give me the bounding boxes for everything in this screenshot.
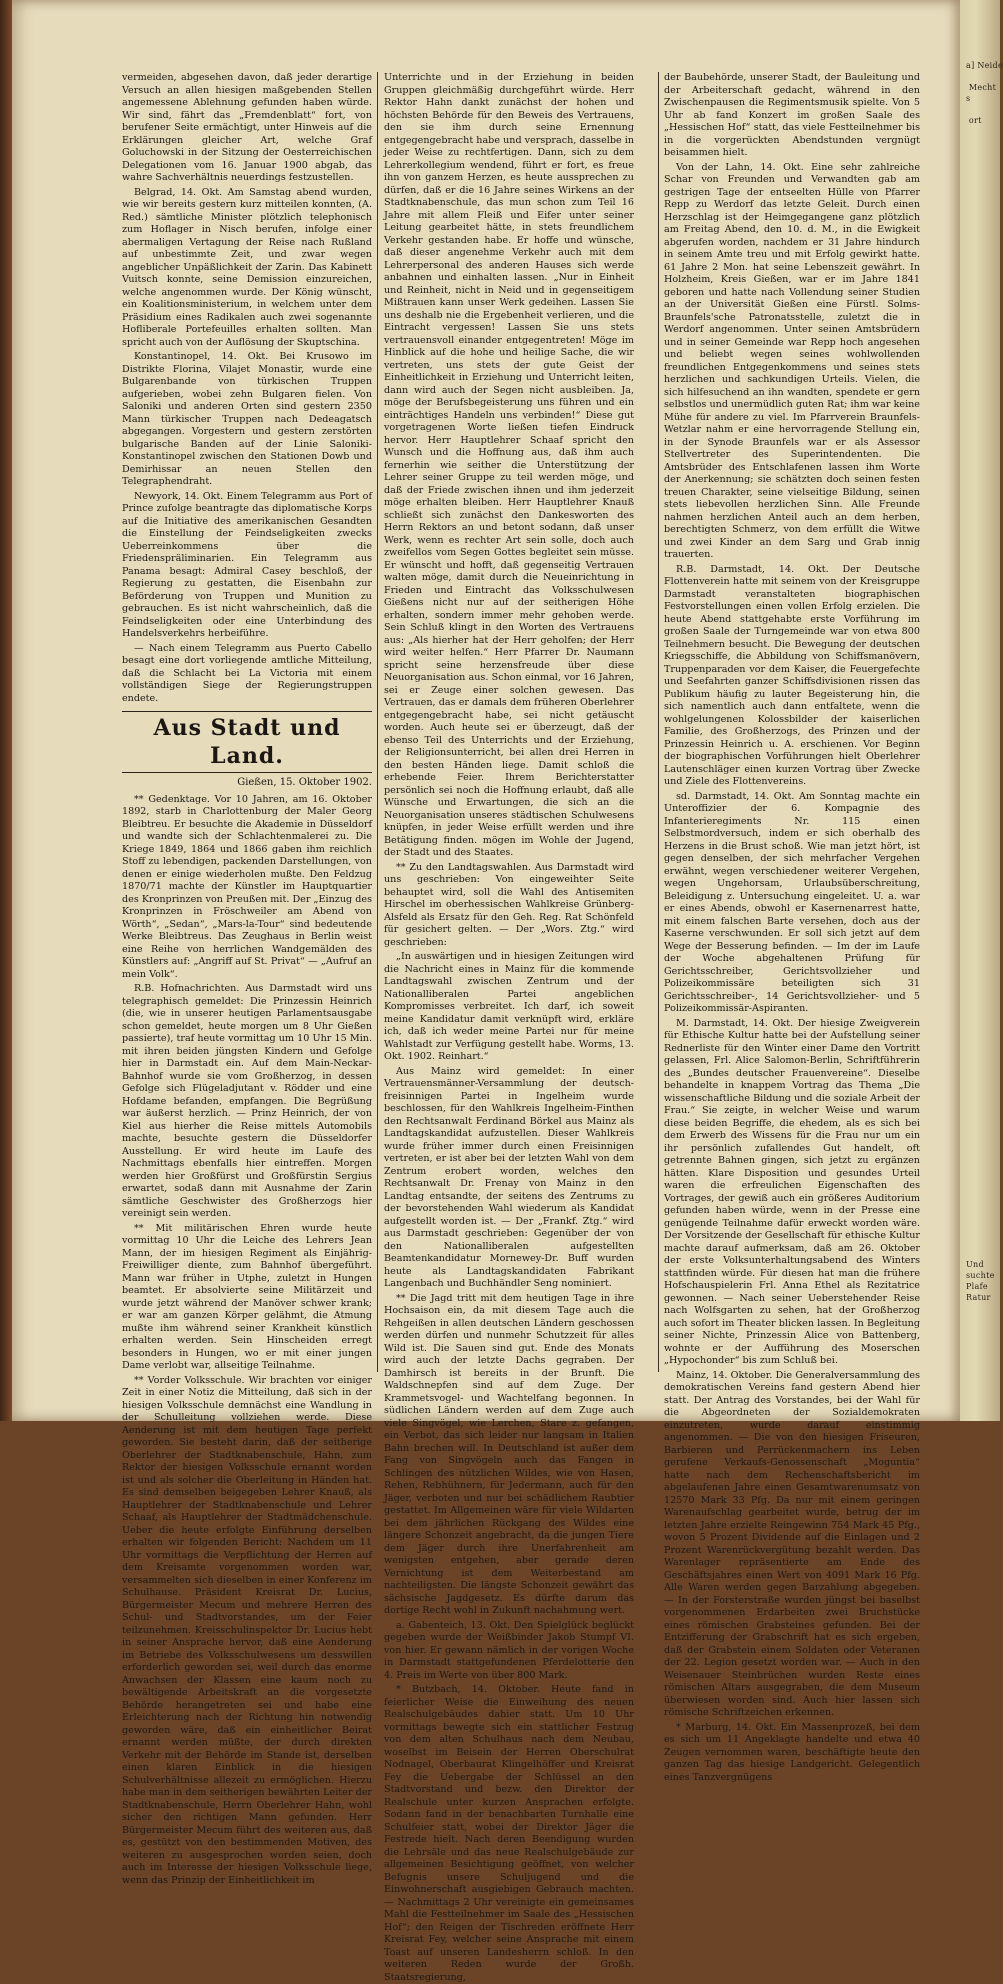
article-unteroffizier: sd. Darmstadt, 14. Okt. Am Sonntag machte ein Unteroffizier der 6. Kompagnie des Infanterieregiments Nr. 115 einen Selbstmordversuch, indem er sich oberhalb des Herzens in die Brust schoß. Wie man jetzt hört, ist gegen denselben, der sich mehrfacher Vergehen erwähnt, wegen verschiedener weiterer Vergehen, wegen Ungehorsam, Urlaubsüberschreitung, Beleidigung z. Untersuchung eingeleitet. U. a. war er eines Abends, obwohl er Kasernenarrest hatte, mit einem falschen Barte versehen, doch aus der Kaserne verschwunden. Er soll sich jetzt auf dem Wege der Besserung befinden. — Im der im Laufe der Woche abgehaltenen Prüfung für Gerichtsschreiber, Gerichtsvollzieher und Polizeikommissäre beteiligten sich 31 Gerichtsschreiber-, 14 Gerichtsvollzieher- und 5 Polizeikommissär-Aspiranten. <box>664 790 920 1014</box>
article-jagd: ** Die Jagd tritt mit dem heutigen Tage in ihre Hochsaison ein, da mit diesem Tage auch die Rehgeißen in allen deutschen Ländern geschossen werden dürfen und nunmehr Schutzzeit für alles Wild ist. Die Sauen sind gut. Ende des Monats wird auch der letzte Dachs gegraben. Der Damhirsch ist bereits in der Brunft. Die Waldschnepfen sind auf dem Zuge. Der Krammetsvogel- und Wachtelfang begonnen. In südlichen Ländern werden auf dem Zuge auch viele Singvögel, wie Lerchen, Stare z. gefangen, ein Verbot, das sich leider nur langsam in Italien Bahn brechen will. In Deutschland ist außer dem Fang von Singvögeln auch das Fangen in Schlingen des nützlichen Wildes, wie von Hasen, Rehen, Rebhühnern, für Jedermann, auch für den Jäger, verboten und nur bei schädlichem Raubtier gestattet. Im Allgemeinen wäre für viele Wildarten bei dem jährlichen Rückgang des Wildes eine längere Schonzeit angebracht, da die jungen Tiere dem Jäger durch ihre Unerfahrenheit am wenigsten entgehen, aber gerade deren Vernichtung ist dem Weiterbestand am nachteiligsten. Die längste Schonzeit gewährt das sächsische Jagdgesetz. Es dürfte darum das dortige Recht wohl in Zukunft nachahmung wert. <box>384 1292 634 1616</box>
section-headline: Aus Stadt und Land. <box>122 711 372 773</box>
article-butzbach-continued: der Baubehörde, unserer Stadt, der Bauleitung und der Arbeiterschaft gedacht, während in den Zwischenpausen die Regimentsmusik spielte. Von 5 Uhr ab fand Konzert im großen Saale des „Hessischen Hof“ statt, das viele Festteilnehmer bis in die vorgerückten Abendstunden vergnügt beisammen hielt. <box>664 72 920 158</box>
article-mainz-generalversammlung: Mainz, 14. Oktober. Die Generalversammlung des demokratischen Vereins fand gestern Abend hier statt. Der Antrag des Vorstandes, bei der Wahl für die Abgeordneten der Sozialdemokraten einzutreten, wurde darauf einstimmig angenommen. — Die von den hiesigen Friseuren, Barbieren und Perrückenmachern ins Leben gerufene Verkaufs-Genossenschaft „Moguntia“ hatte nach dem Rechenschaftsbericht im abgelaufenen Jahre einen Gesamtwarenumsatz von 12570 Mark 33 Pfg. Da nur mit einem geringen Warenaufschlag gearbeitet wurde, betrug der im letzten Jahre erzielte Reingewinn 754 Mark 45 Pfg., wovon 5 Prozent Dividende auf die Einlagen und 2 Prozent Warenrückvergütung bezahlt werden. Das Warenlager repräsentierte am Ende des Geschäftsjahres einen Wert von 4091 Mark 16 Pfg. Alle Waren werden gegen Barzahlung abgegeben. — In der Forsterstraße wurden jüngst bei baselbst vorgenommenen Erdarbeiten zwei Bruchstücke eines römischen Grabsteines gefunden. Bei der Entzifferung der Grabschrift hat es sich ergeben, daß der Grabstein einem Soldaten oder Veteranen der 22. Legion gesetzt worden war. — Auch in den Weisenauer Steinbrüchen wurden Reste eines römischen Altars ausgegraben, die dem Museum überwiesen worden sind. Auch hier lassen sich römische Schriftzeichen erkennen. <box>664 1369 920 1718</box>
newspaper-page <box>12 0 960 1983</box>
article-ethische-kultur: M. Darmstadt, 14. Okt. Der hiesige Zweigverein für Ethische Kultur hatte bei der Aufstellung seiner Rednerliste für den Winter einer Dame den Vortritt gelassen, Frl. Alice Salomon-Berlin, Schriftführerin des „Bundes deutscher Frauenvereine“. Dieselbe behandelte in knappem Vortrag das Thema „Die wissenschaftliche Bildung und die soziale Arbeit der Frau.“ Sie zeigte, in welcher Weise und warum diese beiden Begriffe, die ehedem, als es sich bei dem Erwerb des Wissens für die Frau nur um ein ihr persönlich zufallendes Gut handelt, oft getrennte Bahnen gingen, sich jetzt zu ergänzen hätten. Klare Disposition und gesundes Urteil waren die erfreulichen Eigenschaften des Vortrages, der gewiß auch ein größeres Auditorium gefunden haben würde, wenn in der Presse eine genügende Teilnahme dafür erweckt worden wäre. Der Vorsitzende der Gesellschaft für ethische Kultur machte darauf aufmerksam, daß am 26. Oktober der erste Volksunterhaltungsabend des Winters stattfinden würde. Für diesen hat man die frühere Hofschauspielerin Frl. Anna Ethel als Rezitatrice gewonnen. — Nach seiner Ueberstehender Reise nach Wolfsgarten zu sehen, hat der Großherzog auch sofort im Theater blicken lassen. In Begleitung seiner Nichte, Prinzessin Alice von Battenberg, wohnte er der Aufführung des Moserschen „Hypochonder“ bis zum Schluß bei. <box>664 1017 920 1366</box>
column-divider <box>658 72 659 1372</box>
article-volksschule: ** Vorder Volksschule. Wir brachten vor einiger Zeit in einer Notiz die Mitteilung, daß sich in der hiesigen Volksschule demnächst eine Wandlung in der Schulleitung vollziehen werde. Diese Aenderung ist mit dem heutigen Tage perfekt geworden. Sie besteht darin, daß der seitherige Oberlehrer der Stadtknabenschule, Hahn, zum Rektor der hiesigen Volksschule ernannt worden ist und als solcher die Oberleitung in Händen hat. Es sind demselben beigegeben Lehrer Knauß, als Hauptlehrer der Stadtknabenschule und Lehrer Schaaf, als Hauptlehrer der Stadtmädchenschule. Ueber die heute erfolgte Einführung derselben erhalten wir folgenden Bericht: Nachdem um 11 Uhr vormittags die Verpflichtung der Herren auf dem Kreisamte vorgenommen worden war, versammelten sich dieselben in einer Konferenz im Schulhause. Präsident Kreisrat Dr. Lucius, Bürgermeister Mecum und mehrere Herren des Schul- und Stadtvorstandes, um der Feier teilzunehmen. Kreisschulinspektor Dr. Lucius hebt in seiner Ansprache hervor, daß eine Aenderung im Betriebe des Volksschulwesens um desswillen erforderlich geworden sei, weil durch das enorme Anwachsen der Klassen eine kaum noch zu bewältigende Arbeitskraft an die vorgesetzte Behörde herangetreten sei und habe eine Erleichterung nach der Richtung hin notwendig geworden wäre, daß ein einheitlicher Beirat ernannt werden müßte, der durch direkten Verkehr mit der Behörde im Stande ist, derselben einen klaren Einblick in die hiesigen Schulverhältnisse allezeit zu ermöglichen. Hierzu habe man in dem seitherigen bewährten Leiter der Stadtknabenschule, Herrn Oberlehrer Hahn, wohl sicher den richtigen Mann gefunden. Herr Bürgermeister Mecum führt des weiteren aus, daß es, gestützt von den bestimmenden Motiven, des weiteren zu ausgesprochen worden seien, doch auch im Interesse der hiesigen Volksschule liege, wenn das Prinzip der Einheitlichkeit im <box>122 1374 372 1886</box>
article-fremdenblatt: vermeiden, abgesehen davon, daß jeder derartige Versuch an allen hiesigen maßgebenden Stellen angemessene Ablehnung gefunden haben würde. Wir sind, fährt das „Fremdenblatt“ fort, von berufener Seite ermächtigt, unter Hinweis auf die Erklärungen gleicher Art, welche Graf Goluchowski in der Sitzung der Oesterreichischen Delegationen vom 16. Januar 1900 abgab, das wahre Sachverhältnis neuerdings festzustellen. <box>122 72 372 183</box>
article-butzbach: * Butzbach, 14. Oktober. Heute fand in feierlicher Weise die Einweihung des neuen Realschulgebäudes dahier statt. Um 10 Uhr vormittags bewegte sich ein stattlicher Festzug von dem alten Schulhaus nach dem Neubau, woselbst im Beisein der Herren Oberschulrat Nodnagel, Oberbaurat Klingelhöffer und Kreisrat Fey die Uebergabe der Schlüssel an den Stadtvorstand und bezw. den Direktor der Realschule unter kurzen Ansprachen erfolgte. Sodann fand in der benachbarten Turnhalle eine Schulfeier statt, wobei der Direktor Jäger die Festrede hielt. Nach deren Beendigung wurden die Lehrsäle und das neue Realschulgebäude zur allgemeinen Besichtigung geöffnet, von welcher Befugnis unsere Schuljugend und die Einwohnerschaft ausgiebigen Gebrauch machten. — Nachmittags 2 Uhr vereinigte ein gemeinsames Mahl die Festteilnehmer im Saale des „Hessischen Hof“; den Reigen der Tischreden eröffnete Herr Kreisrat Fey, welcher seine Ansprache mit einem Toast auf unseren Landesherrn schloß. In den weiteren Reden wurde der Großh. Staatsregierung, <box>384 1684 634 1983</box>
article-militaerische-ehren: ** Mit militärischen Ehren wurde heute vormittag 10 Uhr die Leiche des Lehrers Jean Mann, der im hiesigen Regiment als Einjährig-Freiwilliger diente, zum Bahnhof übergeführt. Mann war früher in Utphe, zuletzt in Hungen beamtet. Er absolvierte seine Militärzeit und wurde jetzt während der Manöver schwer krank; er war am ganzen Körper gelähmt, die Atmung mußte ihm während seiner Krankheit künstlich erhalten werden. Sein Hinscheiden erregt besonders in Hungen, wo er mit einer jungen Dame verlobt war, allseitige Teilnahme. <box>122 1222 372 1371</box>
article-landtagswahlen: ** Zu den Landtagswahlen. Aus Darmstadt wird uns geschrieben: Von eingeweihter Seite behauptet wird, soll die Wahl des Antisemiten Hirschel im oberhessischen Wahlkreise Grünberg-Alsfeld als Ersatz für den Geh. Reg. Rat Schönfeld für gesichert gelten. — Der „Wors. Ztg.“ wird geschrieben: <box>384 861 634 948</box>
article-konstantinopel: Konstantinopel, 14. Okt. Bei Krusowo im Distrikte Florina, Vilajet Monastir, wurde eine Bulgarenbande von türkischen Truppen aufgerieben, wobei zehn Bulgaren fielen. Von Saloniki und anderen Orten sind gestern 2350 Mann türkischer Truppen nach Dedeagatsch abgegangen. Vorgestern und gestern zerstörten bulgarische Banden auf der Linie Saloniki-Konstantinopel zwischen den Stationen Dowb und Demirhissar an neuen Stellen den Telegraphendraht. <box>122 351 372 487</box>
article-newyork: Newyork, 14. Okt. Einem Telegramm aus Port of Prince zufolge beantragte das diplomatische Korps auf die Initiative des amerikanischen Gesandten die Einstellung der Feindseligkeiten zwecks Ueberreinkommens über die Friedenspräliminarien. Ein Telegramm aus Panama besagt: Admiral Casey beschloß, der Regierung zu gestatten, die Eisenbahn zur Beförderung von Truppen und Munition zu gebrauchen. Es ist nicht wahrscheinlich, daß die Feindseligkeiten oder eine Unterbindung des Handelsverkehrs herbeiführe. <box>122 490 372 639</box>
book-binding <box>0 0 12 1421</box>
column-divider <box>377 72 378 1372</box>
article-marburg: * Marburg, 14. Okt. Ein Massenprozeß, bei dem es sich um 11 Angeklagte handelte und etwa 40 Zeugen vernommen waren, beschäftigte heute den ganzen Tag das hiesige Landgericht. Gelegentlich eines Tanzvergnügens <box>664 1721 920 1783</box>
column-2 <box>384 72 634 1983</box>
article-reinhart-erklaerung: „In auswärtigen und in hiesigen Zeitungen wird die Nachricht eines in Mainz für die kommende Landtagswahl zwischen Zentrum und der Nationalliberalen Partei angeblichen Kompromisses verbreitet. Ich darf, ich soweit meine Kandidatur damit verknüpft wird, erkläre ich, daß ich weder meine Partei nur für meine Wahlstadt zur Verfügung gestellt habe. Worms, 13. Okt. 1902. Reinhart.“ <box>384 951 634 1062</box>
article-flottenverein: R.B. Darmstadt, 14. Okt. Der Deutsche Flottenverein hatte mit seinem von der Kreisgruppe Darmstadt veranstalteten biographischen Festvorstellungen einen vollen Erfolg erzielen. Die heute Abend stattgehabte erste Vorführung im großen Saale der Turngemeinde war von etwa 800 Teilnehmern besucht. Die Bewegung der deutschen Kriegsschiffe, die Abbildung von Schiffsmanövern, Truppenparaden vor dem Kaiser, die Feuergefechte und Seefahrten ganzer Schiffsdivisionen rissen das Publikum häufig zu lauter Begeisterung hin, die sich namentlich auch dann entfaltete, wenn die wohlgelungenen Kolossbilder der kaiserlichen Familie, des Großherzogs, des Prinzen und der Prinzessin Heinrich u. A. erschienen. Vor Beginn der biographischen Vorführungen hielt Oberlehrer Lautenschläger einen kurzen Vortrag über Zwecke und Ziele des Flottenvereins. <box>664 563 920 787</box>
article-belgrad: Belgrad, 14. Okt. Am Samstag abend wurden, wie wir bereits gestern kurz mitteilen konnten, (A. Red.) sämtliche Minister plötzlich telephonisch zum Hoflager in Nisch berufen, infolge einer abermaligen Vertagung der Reise nach Rußland auf unbestimmte Zeit, und zwar wegen angeblicher Unpäßlichkeit der Zarin. Das Kabinett Vuitsch konnte, seine Demission einzureichen, welche angenommen wurde. Der König wünscht, ein Koalitionsministerium, in welchem unter dem Präsidium eines Radikalen auch zwei sogenannte Hofliberale Portefeuilles erhalten sollten. Man spricht auch von der Auflösung der Skuptschina. <box>122 186 372 348</box>
column-1 <box>122 72 372 1886</box>
article-puerto-cabello: — Nach einem Telegramm aus Puerto Cabello besagt eine dort vorliegende amtliche Mitteilung, daß die Schlacht bei La Victoria mit einem vollständigen Siege der Regierungstruppen endete. <box>122 642 372 704</box>
column-3 <box>664 72 920 1783</box>
article-gabenteich: a. Gabenteich, 13. Okt. Den Spielglück beglückt gegeben wurde der Weißbinder Jakob Stumpf VI. von hier. Er gewann nämlich in der vorigen Woche in Darmstadt stattgefundenen Pferdelotterie den 4. Preis im Werte von über 800 Mark. <box>384 1619 634 1681</box>
facing-page-fragment: a] Neide Mecht s ort Und suchte Plafe Ratur <box>966 61 1003 1302</box>
article-gedenktage: ** Gedenktage. Vor 10 Jahren, am 16. Oktober 1892, starb in Charlottenburg der Maler Georg Bleibtreu. Er besuchte die Akademie in Düsseldorf und wandte sich der Schlachtenmalerei zu. Die Kriege 1849, 1864 und 1866 gaben ihm reichlich Stoff zu lebendigen, packenden Darstellungen, von denen er einige wiederholen mußte. Den Feldzug 1870/71 machte der Künstler im Hauptquartier des Kronprinzen von Preußen mit. Der „Einzug des Kronprinzen in Fröschweiler am Abend von Wörth“, „Sedan“, „Mars-la-Tour“ sind bedeutende Werke Bleibtreus. Das Zeughaus in Berlin weist eine Reihe von herrlichen Wandgemälden des Künstlers auf: „Angriff auf St. Privat“ — „Aufruf an mein Volk“. <box>122 793 372 980</box>
article-mainz-wahlkreis: Aus Mainz wird gemeldet: In einer Vertrauensmänner-Versammlung der deutsch-freisinnigen Partei in Ingelheim wurde beschlossen, für den Wahlkreis Ingelheim-Finthen den Rechtsanwalt Ferdinand Börkel aus Mainz als Landtagskandidat aufzustellen. Dieser Wahlkreis wurde früher immer durch einen Freisinnigen vertreten, er ist aber bei der letzten Wahl von dem Zentrum erobert worden, welches den Rechtsanwalt Dr. Frenay von Mainz in den Landtag entsandte, der seitens des Zentrums zu der bevorstehenden Wahl wiederum als Kandidat aufgestellt worden ist. — Der „Frankf. Ztg.“ wird aus Darmstadt geschrieben: Gegenüber der von den Nationalliberalen aufgestellten Beamtenkandidatur Mornewey-Dr. Buff wurden heute als Landtagskandidaten Fabrikant Langenbach und Buchhändler Seng nominiert. <box>384 1065 634 1289</box>
article-volksschule-continued: Unterrichte und in der Erziehung in beiden Gruppen gleichmäßig durchgeführt würde. Herr Rektor Hahn dankt zunächst der hohen und höchsten Behörde für den Beweis des Vertrauens, den sie ihm durch seine Ernennung entgegengebracht habe und versprach, dasselbe in jeder Weise zu rechtfertigen. Dann, sich zu dem Lehrerkollegium wendend, führt er fort, es freue ihn von ganzem Herzen, es heute aussprechen zu dürfen, daß er die 16 Jahre seines Wirkens an der Stadtknabenschule, das mun schon zum Teil 16 Jahre mit allem Fleiß und Eifer unter seiner Leitung gearbeitet hätte, in stets freundlichem Verkehr gestanden habe. Er hoffe und wünsche, daß dieser angenehme Verkehr auch mit dem Lehrerpersonal des anderen Hauses sich werde anbahnen und einhalten lassen. „Nur in Einheit und Reinheit, nicht in Neid und in gegenseitigem Mißtrauen kann unser Werk gedeihen. Lassen Sie uns deshalb nie die Ergebenheit verlieren, und die Eintracht vergessen! Lassen Sie uns stets vertrauensvoll einander entgegentreten! Möge im Hinblick auf die hohe und heilige Sache, die wir vertreten, uns stets der gute Geist der Einheitlichkeit in Erziehung und Unterricht leiten, dann wird auch der Segen nicht ausbleiben. Ja, möge der Berufsbegeisterung uns führen und ein einträchtiges Handeln uns verbinden!“ Diese gut vorgetragenen Worte ließen tiefen Eindruck hervor. Herr Hauptlehrer Schaaf spricht den Wunsch und die Hoffnung aus, daß ihm auch fernerhin wie seither die Unterstützung der Lehrer seiner Gruppe zu teil werden möge, und daß der Friede zwischen ihnen und ihm jederzeit möge erhalten bleiben. Herr Hauptlehrer Knauß schließt sich zunächst den Dankesworten des Herrn Rektors an und betont sodann, daß unser Werk, wenn es rechter Art sein solle, doch auch zweifellos vom Segen Gottes begleitet sein müsse. Er wünscht und hofft, daß gegenseitig Vertrauen walten möge, damit durch die Neueinrichtung in Frieden und Eintracht das Volksschulwesen Gießens nicht nur auf der seitherigen Höhe erhalten, sondern immer mehr gehoben werde. Sein Schluß klingt in den Worten des Vertrauens aus: „Als hierher hat der Herr geholfen; der Herr wird weiter helfen.“ Herr Pfarrer Dr. Naumann spricht seine herzensfreude über diese Neuorganisation aus. Schon einmal, vor 16 Jahren, sei er Zeuge einer solchen gewesen. Das Vertrauen, das er damals dem früheren Oberlehrer entgegengebracht habe, sei nicht getäuscht worden. Auch heute sei er überzeugt, daß der ebenso Teil des Unterrichts und der Erziehung, der Religionsunterricht, bei allen drei Herren in den besten Händen liege. Damit schloß die erhebende Feier. Ihrem Berichterstatter persönlich sei noch die Hoffnung erlaubt, daß alle Wünsche und Erwartungen, die sich an die Neuorganisation unseres städtischen Schulwesens knüpfen, in jeder Weise erfüllt werden und ihre Betätigung finden. mögen im Wohle der Jugend, der Stadt und des Staates. <box>384 72 634 858</box>
facing-page-edge <box>960 0 1003 1421</box>
section-dateline: Gießen, 15. Oktober 1902. <box>237 777 372 788</box>
article-hofnachrichten: R.B. Hofnachrichten. Aus Darmstadt wird uns telegraphisch gemeldet: Die Prinzessin Heinrich (die, wie in unserer heutigen Parlamentsausgabe schon gemeldet, heute morgen um 8 Uhr Gießen passierte), traf heute vormittag um 10 Uhr 15 Min. mit ihren beiden jüngsten Kindern und Gefolge hier in Darmstadt ein. Auf dem Main-Neckar-Bahnhof wurde sie vom Großherzog, in dessen Gefolge sich Flügeladjutant v. Rödder und eine Hofdame befanden, empfangen. Die Begrüßung war äußerst herzlich. — Prinz Heinrich, der von Kiel aus hierher die Reise mittels Automobils machte, besuchte gestern die Düsseldorfer Ausstellung. Er wird heute im Laufe des Nachmittags ebenfalls hier eintreffen. Morgen werden hier Großfürst und Großfürstin Sergius erwartet, sodaß dann mit Ausnahme der Zarin sämtliche Geschwister des Großherzogs hier vereinigt sein werden. <box>122 983 372 1219</box>
article-von-der-lahn: Von der Lahn, 14. Okt. Eine sehr zahlreiche Schar von Freunden und Verwandten gab am gestrigen Tage der entseelten Hülle von Pfarrer Repp zu Werdorf das letzte Geleit. Durch einen Herzschlag ist der Heimgegangene ganz plötzlich am Freitag Abend, den 10. d. M., in die Ewigkeit abgerufen worden, nachdem er 31 Jahre hindurch in seinem Amte treu und mit Erfolg gewirkt hatte. 61 Jahre 2 Mon. hat seine Lebenszeit gewährt. In Holzheim, Kreis Gießen, war er im Jahre 1841 geboren und hatte nach Vollendung seiner Studien an der Universität Gießen eine Fürstl. Solms-Braunfels'sche Patronatsstelle, zuletzt die in Werdorf angenommen. Unter seinen Amtsbrüdern und in seiner Gemeinde war Repp hoch angesehen und beliebt wegen seines wohlwollenden freundlichen Entgegenkommens und seines stets herzlichen und sachkundigen Urteils. Vielen, die sich hilfesuchend an ihn wandten, spendete er gern selbstlos und unermüdlich guten Rat; ihm war keine Mühe für andere zu viel. Im Pfarrverein Braunfels-Wetzlar nahm er eine hervorragende Stellung ein, in der Synode Braunfels war er als Assessor Stellvertreter des Superintendenten. Die Amtsbrüder des Entschlafenen lassen ihm Worte der Anerkennung; sie schätzten doch seinen festen treuen Charakter, seine vielseitige Bildung, seinen stets liebevollen herzlichen Sinn. Alle Freunde nahmen herzlichen Anteil auch an dem herben, berechtigten Schmerz, von dem erfüllt die Witwe und zwei Kinder an dem Sarg und Grab innig trauerten. <box>664 161 920 560</box>
